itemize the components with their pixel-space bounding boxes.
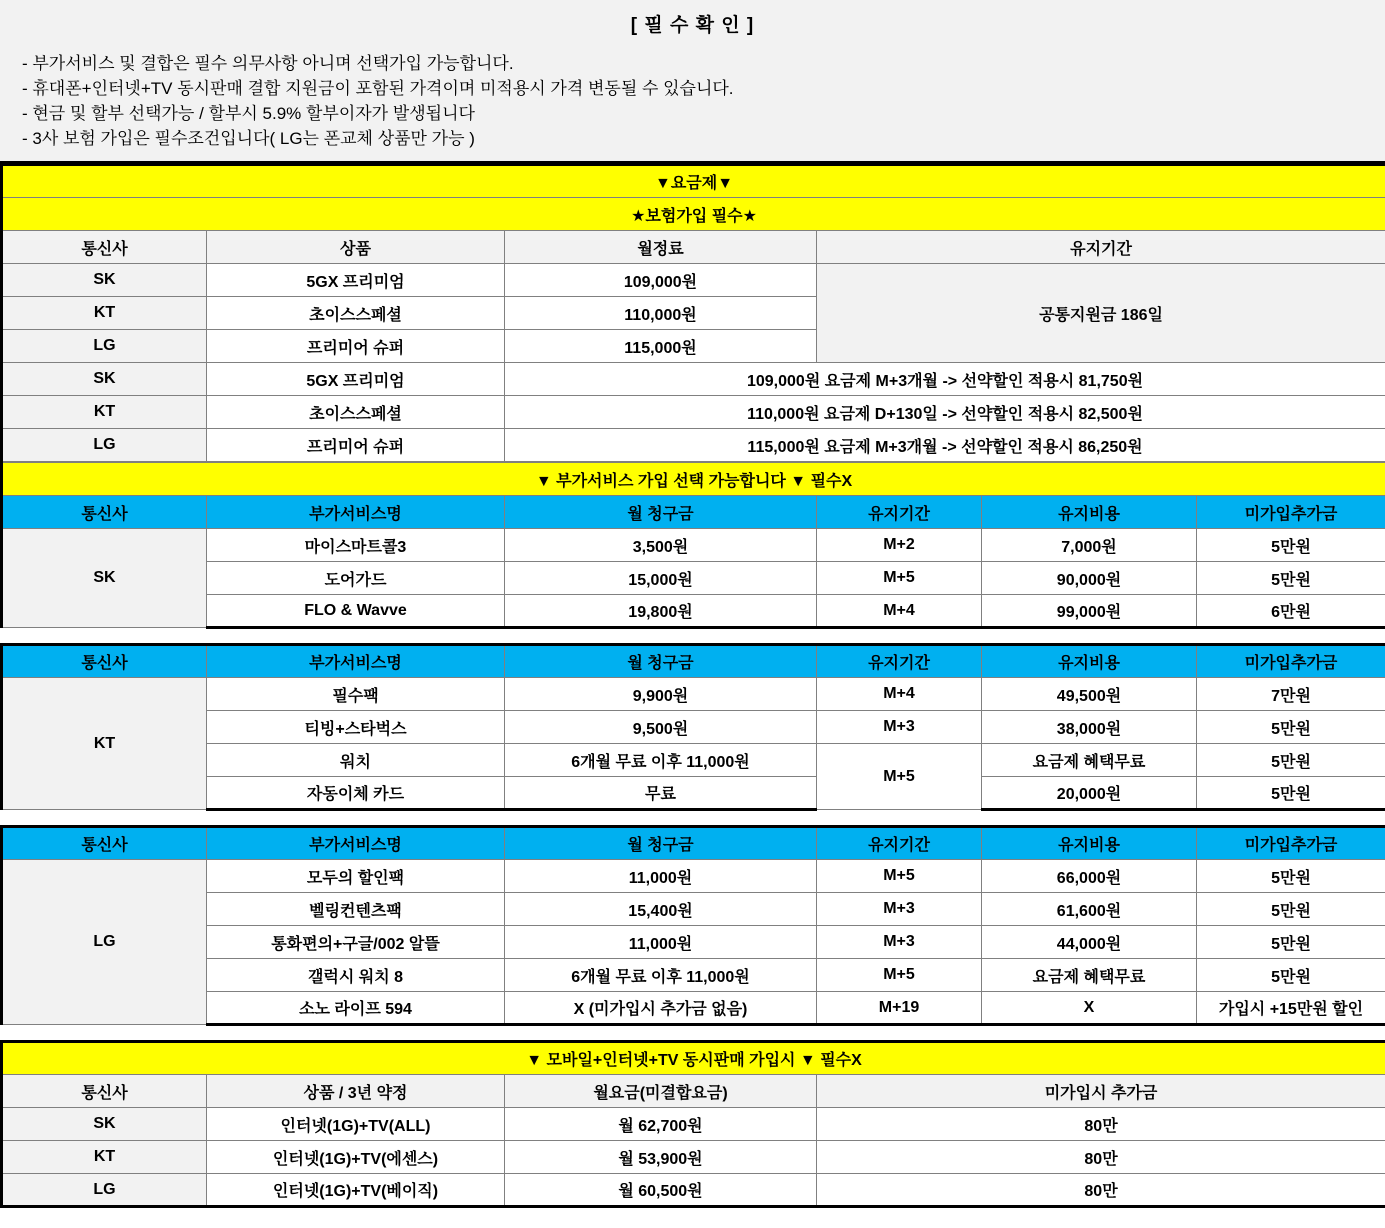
table-row	[2, 860, 1385, 893]
table-row	[2, 595, 1385, 628]
addon-penalty: 5만원	[1197, 711, 1385, 744]
addon-period: M+19	[817, 992, 982, 1025]
table-row	[2, 264, 1385, 297]
addon-cost: 90,000원	[982, 562, 1197, 595]
plan-product: 초이스스페셜	[207, 297, 505, 330]
addon-header-name: 부가서비스명	[207, 645, 505, 678]
addon-header-period: 유지기간	[817, 496, 982, 529]
notice-line: - 현금 및 할부 선택가능 / 할부시 5.9% 할부이자가 발생됩니다	[22, 104, 475, 123]
addon-header-penalty: 미가입추가금	[1197, 827, 1385, 860]
addon-name: FLO & Wavve	[207, 595, 505, 628]
addon-monthly: 6개월 무료 이후 11,000원	[505, 959, 817, 992]
addon-name: 마이스마트콜3	[207, 529, 505, 562]
combo-penalty: 80만	[817, 1108, 1385, 1141]
table-row	[2, 562, 1385, 595]
addon-monthly: 19,800원	[505, 595, 817, 628]
addon-header-carrier: 통신사	[2, 496, 207, 529]
addon-cost: X	[982, 992, 1197, 1025]
addon-name: 티빙+스타벅스	[207, 711, 505, 744]
combo-header-monthly: 월요금(미결합요금)	[505, 1075, 817, 1108]
notice-line: - 부가서비스 및 결합은 필수 의무사항 아니며 선택가입 가능합니다.	[22, 54, 514, 73]
plan-product: 프리미어 슈퍼	[207, 330, 505, 363]
plan-fee: 109,000원	[505, 264, 817, 297]
table-row	[2, 777, 1385, 810]
addon-header-carrier: 통신사	[2, 827, 207, 860]
addon-penalty: 5만원	[1197, 893, 1385, 926]
addon-carrier: LG	[2, 860, 207, 1025]
table-row	[2, 711, 1385, 744]
table-row	[2, 1141, 1385, 1174]
plan-header-fee: 월정료	[505, 231, 817, 264]
table-row	[2, 363, 1385, 396]
addon-monthly: 15,400원	[505, 893, 817, 926]
combo-header-penalty: 미가입시 추가금	[817, 1075, 1385, 1108]
table-row	[2, 529, 1385, 562]
combo-monthly: 월 60,500원	[505, 1174, 817, 1207]
addon-monthly: 9,500원	[505, 711, 817, 744]
combo-penalty: 80만	[817, 1141, 1385, 1174]
addon-cost: 66,000원	[982, 860, 1197, 893]
addon-period: M+3	[817, 893, 982, 926]
addon-header-monthly: 월 청구금	[505, 645, 817, 678]
table-row	[2, 396, 1385, 429]
plan-carrier: SK	[2, 264, 207, 297]
addon-name: 워치	[207, 744, 505, 777]
table-row	[2, 463, 1385, 496]
addon-monthly: X (미가입시 추가금 없음)	[505, 992, 817, 1025]
combo-band: ▼ 모바일+인터넷+TV 동시판매 가입시 ▼ 필수X	[2, 1042, 1385, 1075]
addon-monthly: 11,000원	[505, 926, 817, 959]
addon-header-cost: 유지비용	[982, 496, 1197, 529]
combo-header-product: 상품 / 3년 약정	[207, 1075, 505, 1108]
notice-block	[0, 0, 1385, 163]
addon-cost: 요금제 혜택무료	[982, 959, 1197, 992]
addon-header-name: 부가서비스명	[207, 827, 505, 860]
combo-penalty: 80만	[817, 1174, 1385, 1207]
addon-cost: 20,000원	[982, 777, 1197, 810]
addon-period: M+4	[817, 595, 982, 628]
plan-product: 프리미어 슈퍼	[207, 429, 505, 462]
addon-header-carrier: 통신사	[2, 645, 207, 678]
addon-period: M+2	[817, 529, 982, 562]
addon-cost: 99,000원	[982, 595, 1197, 628]
addon-penalty: 5만원	[1197, 777, 1385, 810]
combo-product: 인터넷(1G)+TV(베이직)	[207, 1174, 505, 1207]
plan-carrier: KT	[2, 297, 207, 330]
combo-carrier: SK	[2, 1108, 207, 1141]
addon-penalty: 5만원	[1197, 562, 1385, 595]
addon-cost: 44,000원	[982, 926, 1197, 959]
table-row	[2, 992, 1385, 1025]
table-row	[2, 678, 1385, 711]
plan-detail: 110,000원 요금제 D+130일 -> 선약할인 적용시 82,500원	[505, 396, 1385, 429]
addon-carrier: KT	[2, 678, 207, 810]
section-gap	[0, 811, 1385, 825]
plan-table	[0, 163, 1385, 462]
notice-lines	[0, 51, 1385, 151]
addon-penalty: 5만원	[1197, 744, 1385, 777]
table-row	[2, 165, 1385, 198]
plan-product: 5GX 프리미엄	[207, 363, 505, 396]
addon-penalty: 7만원	[1197, 678, 1385, 711]
section-gap	[0, 629, 1385, 643]
addon-carrier: SK	[2, 529, 207, 628]
table-row	[2, 1042, 1385, 1075]
addon-name: 모두의 할인팩	[207, 860, 505, 893]
addon-header-period: 유지기간	[817, 645, 982, 678]
table-row	[2, 893, 1385, 926]
plan-carrier: KT	[2, 396, 207, 429]
table-row	[2, 926, 1385, 959]
addon-period: M+3	[817, 711, 982, 744]
combo-carrier: KT	[2, 1141, 207, 1174]
addon-cost: 61,600원	[982, 893, 1197, 926]
addon-penalty: 5만원	[1197, 860, 1385, 893]
table-header-row	[2, 645, 1385, 678]
plan-detail: 109,000원 요금제 M+3개월 -> 선약할인 적용시 81,750원	[505, 363, 1385, 396]
addon-header-name: 부가서비스명	[207, 496, 505, 529]
plan-band-1: ▼요금제▼	[2, 165, 1385, 198]
addon-name: 벨링컨텐츠팩	[207, 893, 505, 926]
table-row	[2, 959, 1385, 992]
addon-penalty: 가입시 +15만원 할인	[1197, 992, 1385, 1025]
table-header-row	[2, 1075, 1385, 1108]
table-row	[2, 198, 1385, 231]
table-row	[2, 744, 1385, 777]
combo-carrier: LG	[2, 1174, 207, 1207]
plan-carrier: LG	[2, 330, 207, 363]
addon-monthly: 3,500원	[505, 529, 817, 562]
addon-name: 도어가드	[207, 562, 505, 595]
addon-header-penalty: 미가입추가금	[1197, 645, 1385, 678]
combo-header-carrier: 통신사	[2, 1075, 207, 1108]
addon-lg-table	[0, 825, 1385, 1026]
plan-period-merged: 공통지원금 186일	[817, 264, 1385, 363]
addon-band: ▼ 부가서비스 가입 선택 가능합니다 ▼ 필수X	[2, 463, 1385, 496]
combo-product: 인터넷(1G)+TV(ALL)	[207, 1108, 505, 1141]
addon-name: 통화편의+구글/002 알뜰	[207, 926, 505, 959]
notice-title: [ 필 수 확 인 ]	[630, 15, 755, 36]
combo-monthly: 월 62,700원	[505, 1108, 817, 1141]
addon-period: M+5	[817, 860, 982, 893]
notice-line: - 휴대폰+인터넷+TV 동시판매 결합 지원금이 포함된 가격이며 미적용시 가격 변동될 수 있습니다.	[22, 79, 734, 98]
addon-name: 갤럭시 워치 8	[207, 959, 505, 992]
table-header-row	[2, 231, 1385, 264]
plan-band-2: ★보험가입 필수★	[2, 198, 1385, 231]
addon-header-monthly: 월 청구금	[505, 827, 817, 860]
addon-period-merged: M+5	[817, 744, 982, 810]
plan-header-product: 상품	[207, 231, 505, 264]
table-row	[2, 1108, 1385, 1141]
addon-penalty: 6만원	[1197, 595, 1385, 628]
addon-cost: 7,000원	[982, 529, 1197, 562]
addon-period: M+4	[817, 678, 982, 711]
plan-carrier: SK	[2, 363, 207, 396]
plan-product: 초이스스페셜	[207, 396, 505, 429]
addon-penalty: 5만원	[1197, 529, 1385, 562]
combo-monthly: 월 53,900원	[505, 1141, 817, 1174]
addon-kt-table	[0, 643, 1385, 811]
addon-penalty: 5만원	[1197, 959, 1385, 992]
plan-fee: 115,000원	[505, 330, 817, 363]
table-header-row	[2, 496, 1385, 529]
addon-period: M+5	[817, 562, 982, 595]
addon-cost: 49,500원	[982, 678, 1197, 711]
plan-header-carrier: 통신사	[2, 231, 207, 264]
addon-header-monthly: 월 청구금	[505, 496, 817, 529]
addon-penalty: 5만원	[1197, 926, 1385, 959]
addon-cost: 요금제 혜택무료	[982, 744, 1197, 777]
addon-period: M+3	[817, 926, 982, 959]
combo-table	[0, 1040, 1385, 1208]
combo-product: 인터넷(1G)+TV(에센스)	[207, 1141, 505, 1174]
addon-monthly: 무료	[505, 777, 817, 810]
table-row	[2, 1174, 1385, 1207]
addon-monthly: 15,000원	[505, 562, 817, 595]
addon-sk-table	[0, 462, 1385, 629]
addon-monthly: 6개월 무료 이후 11,000원	[505, 744, 817, 777]
addon-name: 자동이체 카드	[207, 777, 505, 810]
table-header-row	[2, 827, 1385, 860]
section-gap	[0, 1026, 1385, 1040]
addon-monthly: 9,900원	[505, 678, 817, 711]
addon-header-period: 유지기간	[817, 827, 982, 860]
plan-fee: 110,000원	[505, 297, 817, 330]
addon-name: 소노 라이프 594	[207, 992, 505, 1025]
addon-period: M+5	[817, 959, 982, 992]
addon-monthly: 11,000원	[505, 860, 817, 893]
plan-header-period: 유지기간	[817, 231, 1385, 264]
plan-detail: 115,000원 요금제 M+3개월 -> 선약할인 적용시 86,250원	[505, 429, 1385, 462]
addon-cost: 38,000원	[982, 711, 1197, 744]
addon-name: 필수팩	[207, 678, 505, 711]
plan-carrier: LG	[2, 429, 207, 462]
plan-product: 5GX 프리미엄	[207, 264, 505, 297]
addon-header-penalty: 미가입추가금	[1197, 496, 1385, 529]
notice-line: - 3사 보험 가입은 필수조건입니다( LG는 폰교체 상품만 가능 )	[22, 129, 475, 148]
addon-header-cost: 유지비용	[982, 827, 1197, 860]
table-row	[2, 429, 1385, 462]
addon-header-cost: 유지비용	[982, 645, 1197, 678]
